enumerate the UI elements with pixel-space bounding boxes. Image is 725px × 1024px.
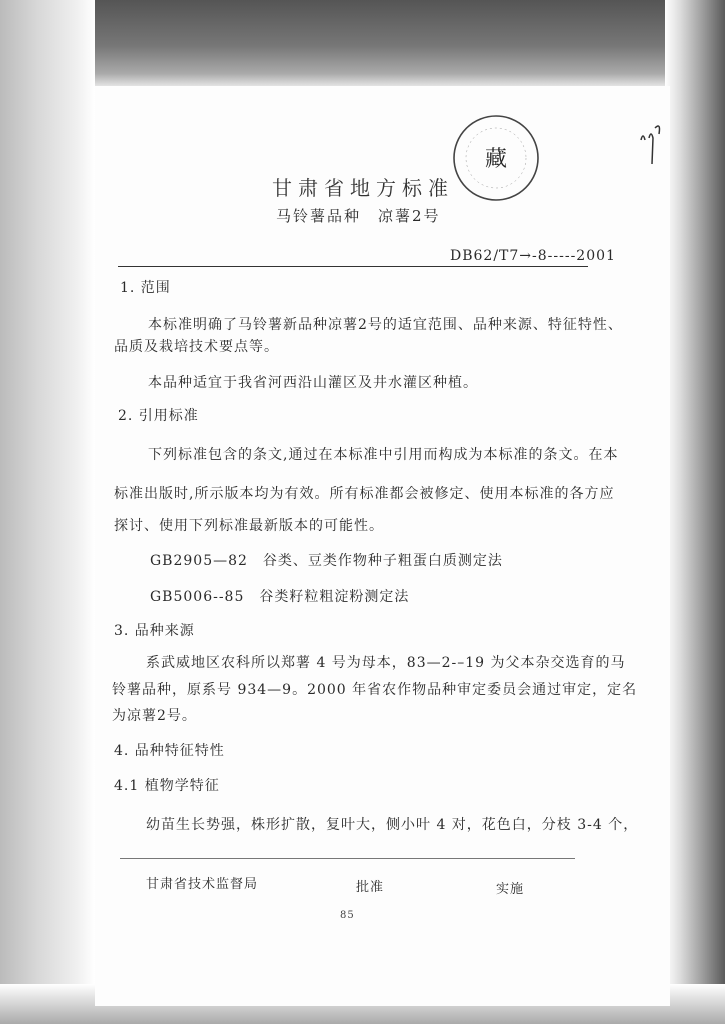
paragraph-line: 探讨、使用下列标准最新版本的可能性。 [114, 518, 384, 534]
section-4-1-heading: 4.1 植物学特征 [114, 778, 220, 794]
section-3-heading: 3. 品种来源 [114, 623, 195, 639]
document-subtitle: 马铃薯品种 凉薯2号 [276, 207, 441, 225]
paragraph-line: 标准出版时,所示版本均为有效。所有标准都会被修定、使用本标准的各方应 [114, 486, 615, 502]
header-rule [118, 266, 588, 267]
paragraph-line: 本标准明确了马铃薯新品种凉薯2号的适宜范围、品种来源、特征特性、 [148, 317, 623, 333]
library-stamp [450, 112, 542, 204]
reference-item: GB5006--85 谷类籽粒粗淀粉测定法 [150, 589, 410, 605]
paragraph-line: 系武威地区农科所以郑薯 4 号为母本，83—2-–19 为父本杂交选育的马 [146, 655, 626, 671]
page-number: 85 [340, 910, 355, 921]
section-2-heading: 2. 引用标准 [118, 408, 199, 424]
section-4-heading: 4. 品种特征特性 [114, 743, 225, 759]
paragraph-line: 为凉薯2号。 [112, 708, 197, 724]
footer-rule [120, 858, 575, 859]
implement-label: 实施 [496, 882, 525, 897]
scan-border-left [0, 0, 95, 1024]
paragraph-line: 本品种适宜于我省河西沿山灌区及井水灌区种植。 [148, 375, 478, 391]
paragraph-line: 幼苗生长势强，株形扩散，复叶大，侧小叶 4 对，花色白，分枝 3-4 个， [146, 817, 639, 833]
document-title: 甘肃省地方标准 [272, 176, 454, 200]
section-1-heading: 1. 范围 [120, 280, 171, 296]
scan-border-right [665, 0, 725, 1024]
reference-item: GB2905—82 谷类、豆类作物种子粗蛋白质测定法 [150, 553, 503, 569]
scan-border-top [0, 0, 725, 92]
standard-number: DB62/T7→-8-----2001 [450, 248, 616, 264]
issuer: 甘肃省技术监督局 [146, 877, 259, 892]
paragraph-line: 铃薯品种，原系号 934—9。2000 年省农作物品种审定委员会通过审定，定名 [112, 682, 638, 698]
approve-label: 批准 [356, 880, 385, 895]
stamp-text: 藏 [484, 147, 508, 172]
paragraph-line: 品质及栽培技术要点等。 [114, 339, 279, 355]
handwritten-mark [637, 118, 667, 168]
paragraph-line: 下列标准包含的条文,通过在本标准中引用而构成为本标准的条文。在本 [148, 447, 619, 463]
